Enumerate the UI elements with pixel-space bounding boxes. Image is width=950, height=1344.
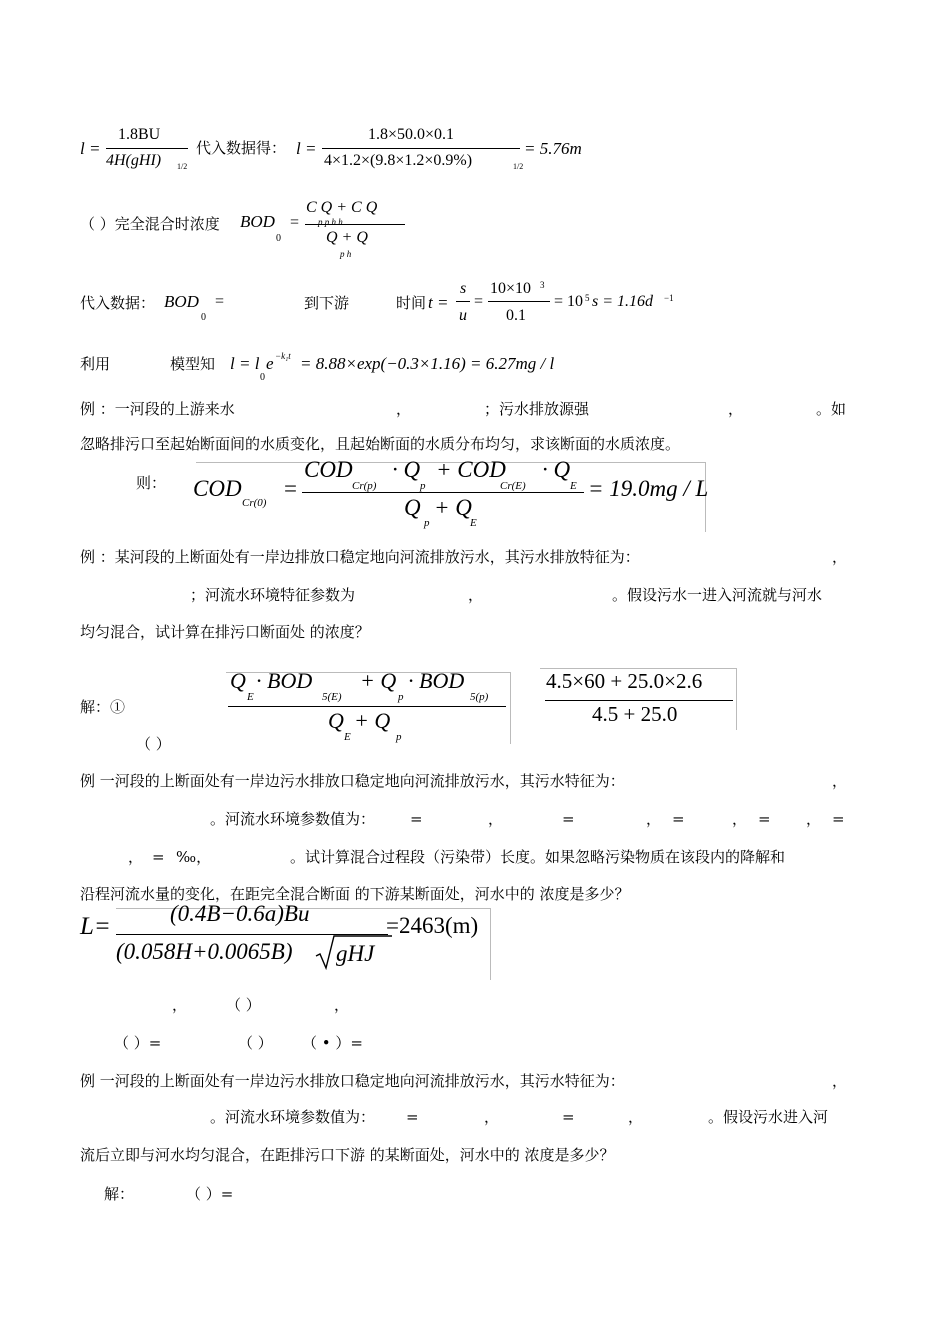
text-model: 模型知 [170, 355, 216, 373]
ex3-text-6c: （ • ）= [302, 1034, 363, 1052]
L-numerator: (0.4B−0.6a)Bu [170, 901, 310, 926]
eq: = [215, 293, 225, 310]
denominator: Q + Q [326, 229, 368, 246]
num-cod-p-sub: Cr(p) [352, 480, 377, 492]
var-bod: BOD [164, 292, 199, 311]
res-days: s = 1.16d [592, 293, 654, 310]
ex1-text-2: 忽略排污口至起始断面间的水质变化，且起始断面的水质分布均匀，求该断面的水质浓度。 [80, 435, 681, 453]
formula-lhs: l = [80, 139, 101, 158]
exp-5: 5 [585, 293, 590, 303]
denominator-subs: p h [340, 249, 352, 259]
t-eq: t = [428, 293, 449, 312]
den-values: 4.5 + 25.0 [592, 702, 678, 726]
ex3-text-1b: ， [832, 772, 848, 790]
num-q-e-sub: E [570, 480, 577, 492]
text-time: 时间 [396, 294, 427, 312]
exp-k1t: −k₁t [275, 351, 291, 361]
ex3-text-5a: ， [172, 996, 188, 1014]
formula-l: l = l [230, 354, 260, 373]
ex3-text-2g: ， [732, 810, 748, 828]
sub-0: 0 [260, 372, 265, 383]
ex4-text-2c: ， [484, 1108, 500, 1126]
ex1-then: 则： [136, 474, 167, 492]
sub-0: 0 [276, 233, 281, 244]
ex4-solution: 解： [104, 1185, 135, 1203]
L-result: =2463(m) [386, 913, 479, 938]
ex4-text-2d: = [562, 1108, 575, 1126]
num-cod-p: COD [304, 457, 353, 482]
text-use: 利用 [80, 355, 111, 373]
num-qe: Q [230, 668, 246, 693]
ex3-text-3c: ‰， [176, 848, 212, 866]
ex2-text-1a: 例 ：某河段的上断面处有一岸边排放口稳定地向河流排放污水，其污水排放特征为： [80, 548, 640, 566]
num-bod-e: · BOD [256, 668, 313, 693]
num-cod-e-sub: Cr(E) [500, 480, 526, 492]
ex2-text-2b: ， [468, 586, 484, 604]
ex3-text-2j: = [832, 810, 845, 828]
text-downstream: 到下游 [304, 294, 350, 312]
ex4-text-2a: 。河流水环境参数值为： [210, 1108, 376, 1126]
fraction-denominator-2: 4×1.2×(9.8×1.2×0.9%) [324, 152, 473, 169]
ex3-text-2i: ， [806, 810, 822, 828]
ex3-text-5c: ， [334, 996, 350, 1014]
den-q-p: Q [404, 495, 421, 520]
sqrt-content: gHJ [336, 941, 375, 966]
eq2: = [474, 293, 484, 310]
numerator-subs: p p h h [318, 217, 343, 227]
ex4-text-1b: ， [832, 1072, 848, 1090]
ex1-text-1c: ；污水排放源强 [484, 400, 590, 418]
ex2-text-2c: 。假设污水一进入河流就与河水 [612, 586, 823, 604]
num-values: 4.5×60 + 25.0×2.6 [546, 669, 703, 693]
fraction-denominator: 4H(gHI) [106, 152, 162, 169]
formula-lhs-2: l = [296, 139, 317, 158]
L-lhs: L= [80, 913, 111, 940]
e: e [266, 354, 274, 373]
ex3-text-3d: 。试计算混合过程段（污染带）长度。如果忽略污染物质在该段内的降解和 [290, 848, 786, 866]
exp-3: 3 [540, 280, 545, 290]
num-10x10: 10×10 [490, 280, 532, 297]
cod0-lhs: COD [193, 476, 242, 501]
den-01: 0.1 [506, 307, 526, 324]
ex3-text-1a: 例 一河段的上断面处有一岸边污水排放口稳定地向河流排放污水，其污水特征为： [80, 772, 625, 790]
ex2-solution: 解：① [80, 698, 126, 716]
ex2-text-2a: ；河流水环境特征参数为 [190, 586, 356, 604]
exp-neg1: −1 [664, 293, 674, 303]
den-q-e-sub: E [470, 517, 477, 529]
den-qe-sub: E [344, 731, 351, 743]
ex4-text-1a: 例 一河段的上断面处有一岸边污水排放口稳定地向河流排放污水，其污水特征为： [80, 1072, 625, 1090]
cod0-result: = 19.0mg / L [588, 476, 709, 501]
den-u: u [459, 307, 467, 324]
ex3-text-3a: ， [128, 848, 144, 866]
num-bod-p-sub: 5(p) [470, 691, 489, 703]
den-qp: + Q [354, 708, 391, 733]
formula-result: = 5.76m [524, 139, 582, 158]
eq: = [290, 214, 300, 231]
text-mixing-label: （ ）完全混合时浓度 [80, 215, 220, 233]
ex4-text-2e: ， [628, 1108, 644, 1126]
den-qe: Q [328, 708, 344, 733]
cod0-lhs-sub: Cr(0) [242, 497, 267, 509]
ex3-text-2h: = [758, 810, 771, 828]
ex3-text-2d: = [562, 810, 575, 828]
text-substitute: 代入数据得： [196, 139, 287, 157]
num-qe-sub: E [247, 691, 254, 703]
numerator: C Q + C Q [306, 199, 378, 216]
ex3-text-2a: 。河流水环境参数值为： [210, 810, 376, 828]
ex3-text-2e: ， [646, 810, 662, 828]
num-s: s [460, 280, 467, 297]
ex3-text-5b: （ ） [226, 996, 261, 1014]
num-qp: + Q [360, 668, 397, 693]
formula-rest: = 8.88×exp(−0.3×1.16) = 6.27mg / l [300, 354, 555, 373]
sub-0: 0 [201, 312, 206, 323]
den-q-p-sub: p [424, 517, 430, 529]
ex1-text-1d: ， [728, 400, 744, 418]
ex2-paren: （ ） [136, 735, 171, 753]
den-q-e: + Q [434, 495, 472, 520]
var-bod: BOD [240, 212, 275, 231]
num-qp-sub: p [398, 691, 404, 703]
fraction-numerator: 1.8BU [118, 126, 161, 143]
ex3-text-2b: = [410, 810, 423, 828]
num-bod-e-sub: 5(E) [322, 691, 342, 703]
ex4-solution-2: （ ）= [186, 1185, 234, 1203]
L-denominator: (0.058H+0.0065B) [116, 939, 293, 964]
ex3-text-3b: = [152, 848, 165, 866]
eq: = [284, 476, 297, 501]
ex4-text-2b: = [406, 1108, 419, 1126]
ex2-text-3: 均匀混合，试计算在排污口断面处 的浓度？ [80, 623, 370, 641]
exponent-2: 1/2 [513, 162, 524, 171]
ex3-text-2f: = [672, 810, 685, 828]
ex1-text-1a: 例 ：一河段的上游来水 [80, 400, 235, 418]
num-q-p: · Q [392, 457, 421, 482]
ex4-text-2f: 。假设污水进入河 [708, 1108, 829, 1126]
ex1-text-1e: 。如 [816, 400, 847, 418]
num-bod-p: · BOD [408, 668, 465, 693]
num-cod-e: + COD [436, 457, 506, 482]
ex1-text-1b: ， [396, 400, 412, 418]
exponent: 1/2 [177, 162, 188, 171]
ex3-text-6b: （ ） [238, 1034, 273, 1052]
text-substitute-label: 代入数据： [80, 294, 156, 312]
fraction-numerator-2: 1.8×50.0×0.1 [368, 126, 455, 143]
ex2-text-1b: ， [832, 548, 848, 566]
den-qp-sub: p [396, 731, 402, 743]
ex3-text-4: 沿程河流水量的变化，在距完全混合断面 的下游某断面处，河水中的 浓度是多少？ [80, 885, 630, 903]
num-q-p-sub: p [420, 480, 426, 492]
ex3-text-2c: ， [488, 810, 504, 828]
ex4-text-3: 流后立即与河水均匀混合，在距排污口下游 的某断面处，河水中的 浓度是多少？ [80, 1146, 615, 1164]
num-q-e: · Q [542, 457, 571, 482]
ex3-text-6a: （ ）= [114, 1034, 162, 1052]
res-10: = 10 [554, 293, 584, 310]
